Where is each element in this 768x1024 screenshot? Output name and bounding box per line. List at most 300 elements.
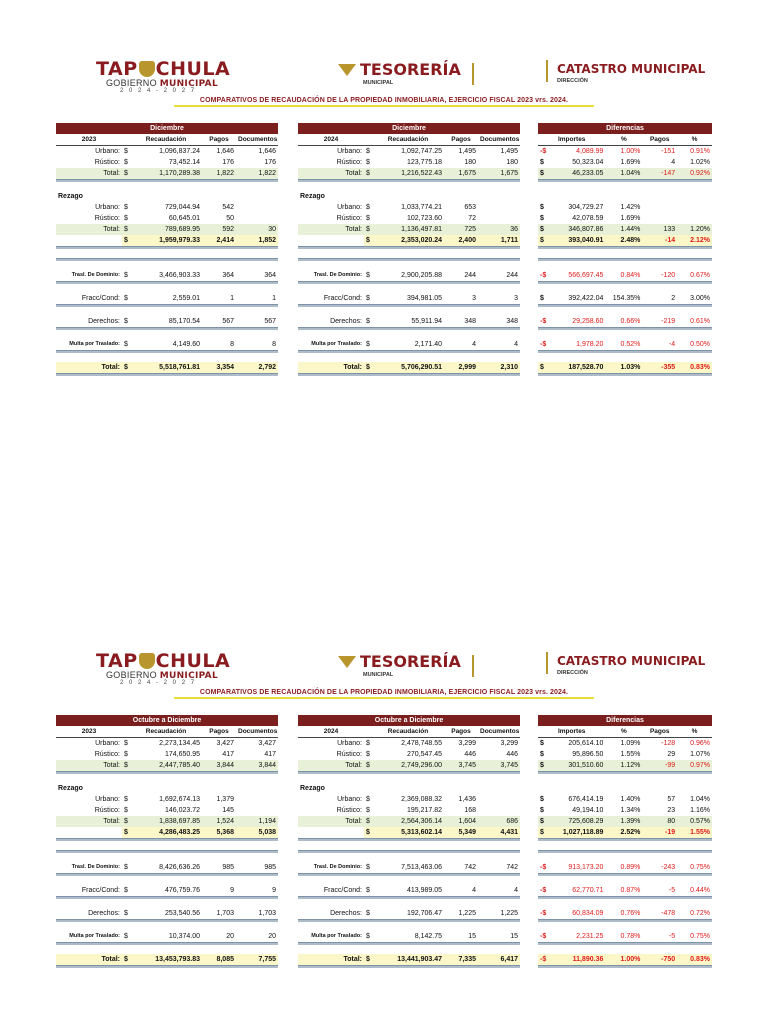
recaudacion-value: 2,749,296.00: [372, 760, 444, 772]
documentos-value: 5,038: [236, 827, 278, 839]
row-label: Rústico:: [94, 807, 120, 814]
currency-sign: $: [366, 341, 370, 348]
rezago-label: Rezago: [58, 193, 83, 200]
currency-sign: $: [366, 933, 370, 940]
row-label: Urbano:: [95, 204, 120, 211]
pagos-pct: 3.00%: [690, 295, 710, 302]
currency-sign: $: [366, 159, 370, 166]
documentos-value: 7,755: [236, 954, 278, 966]
col-importes: Importes: [538, 134, 605, 146]
diff-grand-total: [538, 235, 712, 247]
currency-sign: $: [364, 168, 372, 180]
recaudacion-value: 7,513,463.06: [401, 864, 442, 871]
diff-urbano: [538, 146, 712, 158]
row-grand-total: [298, 235, 520, 247]
row-grand-total: [56, 235, 278, 247]
row-label: Derechos:: [330, 318, 362, 325]
pagos-value: 1,703: [216, 910, 234, 917]
row-label: Total:: [56, 954, 122, 966]
recaudacion-value: 8,142.75: [414, 933, 442, 940]
importe-value: 62,770.71: [572, 887, 604, 894]
row-label: Total:: [56, 760, 122, 772]
documentos-value: 3: [514, 295, 519, 302]
pagos-value: 567: [222, 318, 234, 325]
col-pct-pagos: %: [677, 726, 712, 738]
documentos-value: 6,417: [478, 954, 520, 966]
row-label: Total:: [298, 760, 364, 772]
currency-sign: $: [538, 168, 549, 180]
col-pct: %: [605, 726, 642, 738]
importe-value: 49,194.10: [572, 807, 604, 814]
recaudacion-value: 2,171.40: [414, 341, 442, 348]
documentos-value: [478, 213, 520, 224]
pagos-value: 4: [472, 887, 476, 894]
currency-sign: $: [366, 295, 370, 302]
currency-sign: $: [364, 760, 372, 772]
row-final-total: [298, 362, 520, 374]
recaudacion-value: 102,723.60: [406, 215, 442, 222]
importe-pct: 0.66%: [620, 318, 641, 325]
currency-sign: $: [364, 827, 372, 839]
recaudacion-value: 5,313,602.14: [372, 827, 444, 839]
pagos-value: 4: [472, 341, 476, 348]
currency-sign: $: [538, 235, 549, 247]
importe-value: 4,089.99: [576, 148, 604, 155]
report-title: COMPARATIVOS DE RECAUDACIÓN DE LA PROPIEDAD INMOBILIARIA, EJERCICIO FISCAL 2023 vrs. 2024.: [0, 97, 768, 107]
pagos-pct: 1.07%: [690, 751, 710, 758]
documentos-value: 2,792: [236, 362, 278, 374]
row-label: Trasl. De Dominio:: [71, 864, 120, 870]
row-label: Trasl. De Dominio:: [313, 272, 362, 278]
row-label: Derechos:: [88, 910, 120, 917]
importe-value: 60,834.09: [572, 910, 604, 917]
currency-sign: $: [124, 887, 128, 894]
currency-sign: $: [538, 224, 549, 235]
recaudacion-value: 1,092,747.25: [401, 148, 442, 155]
row-label: Urbano:: [337, 204, 362, 211]
recaudacion-value: 394,981.05: [406, 295, 442, 302]
pagos-value: 1,822: [202, 168, 236, 180]
table-2024: [298, 123, 520, 376]
diff-multa: [538, 339, 712, 351]
documentos-value: 15: [510, 933, 519, 940]
pagos-pct: 0.75%: [690, 864, 710, 871]
row-label: Total:: [298, 954, 364, 966]
documentos-value: 1,703: [258, 910, 277, 917]
recaudacion-value: 60,645.01: [168, 215, 200, 222]
pagos-value: 1: [230, 295, 234, 302]
crest-icon: [139, 653, 155, 669]
col-documentos: Documentos: [236, 726, 278, 738]
diferencias-header: Diferencias: [538, 715, 712, 726]
pagos-value: 653: [464, 204, 476, 211]
row-final-total: [56, 362, 278, 374]
row-label: Trasl. De Dominio:: [71, 272, 120, 278]
period-header: Octubre a Diciembre: [56, 715, 278, 726]
pagos-value: 7,335: [444, 954, 478, 966]
row-label: Urbano:: [337, 148, 362, 155]
row-traslado: [56, 270, 278, 282]
recaudacion-value: 13,441,903.47: [372, 954, 444, 966]
recaudacion-value: 1,692,674.13: [159, 796, 200, 803]
documentos-value: 1,194: [236, 816, 278, 827]
documentos-value: 1,495: [500, 148, 519, 155]
pagos-value: 5,368: [202, 827, 236, 839]
documentos-value: 446: [506, 751, 519, 758]
table-2023: [56, 715, 278, 968]
recaudacion-value: 73,452.14: [168, 159, 200, 166]
recaudacion-value: 10,374.00: [168, 933, 200, 940]
diff-rezago-rustico: [538, 805, 712, 816]
pagos-diff: 2: [671, 295, 676, 302]
importe-value: 304,729.27: [568, 204, 604, 211]
diff-grand-total: [538, 827, 712, 839]
currency-sign: $: [122, 954, 130, 966]
row-rustico: [56, 749, 278, 760]
diff-fracc: [538, 293, 712, 305]
currency-sign: $: [366, 887, 370, 894]
row-fracc: [298, 293, 520, 305]
currency-sign: -$: [540, 864, 547, 871]
pagos-pct: 0.83%: [677, 362, 712, 374]
pagos-value: 176: [222, 159, 234, 166]
diff-rezago-total: [538, 816, 712, 827]
period-header: Diciembre: [56, 123, 278, 134]
currency-sign: $: [122, 224, 130, 235]
diff-multa: [538, 931, 712, 943]
currency-sign: $: [540, 204, 544, 211]
importe-pct: 1.00%: [620, 148, 641, 155]
currency-sign: $: [540, 159, 544, 166]
row-label: Total:: [298, 224, 364, 235]
recaudacion-value: 1,170,289.38: [130, 168, 202, 180]
currency-sign: $: [124, 807, 128, 814]
row-label: Fracc/Cond:: [323, 295, 362, 302]
pagos-value: 542: [222, 204, 234, 211]
currency-sign: -$: [540, 272, 547, 279]
currency-sign: -$: [540, 148, 547, 155]
row-rustico: [298, 157, 520, 168]
row-rezago-urbano: [56, 794, 278, 805]
diff-total: [538, 168, 712, 180]
row-multa: [56, 931, 278, 943]
currency-sign: $: [122, 168, 130, 180]
pagos-pct: 0.92%: [677, 168, 712, 180]
pagos-value: 15: [468, 933, 476, 940]
row-urbano: [298, 146, 520, 158]
currency-sign: $: [124, 910, 128, 917]
row-rezago-urbano: [298, 202, 520, 213]
diff-rustico: [538, 749, 712, 760]
documentos-value: 180: [506, 159, 519, 166]
row-label: Derechos:: [88, 318, 120, 325]
currency-sign: $: [538, 816, 549, 827]
col-pagos: Pagos: [202, 134, 236, 146]
col-pagos: Pagos: [444, 134, 478, 146]
pagos-pct: 0.44%: [690, 887, 710, 894]
row-rezago-urbano: [56, 202, 278, 213]
documentos-value: 1,675: [478, 168, 520, 180]
crest-icon: [139, 61, 155, 77]
importe-value: 676,414.19: [568, 796, 604, 803]
pagos-value: 1,675: [444, 168, 478, 180]
importe-value: 392,422.04: [568, 295, 604, 302]
pagos-diff: -19: [642, 827, 677, 839]
pagos-pct: 1.02%: [690, 159, 710, 166]
recaudacion-value: 2,369,088.32: [401, 796, 442, 803]
diff-rezago-urbano: [538, 202, 712, 213]
currency-sign: $: [364, 224, 372, 235]
pagos-diff: -151: [661, 148, 676, 155]
row-derechos: [298, 908, 520, 920]
row-total: [56, 168, 278, 180]
currency-sign: -$: [540, 341, 547, 348]
row-label: Rústico:: [336, 159, 362, 166]
recaudacion-value: 2,447,785.40: [130, 760, 202, 772]
row-total: [298, 760, 520, 772]
row-rezago-urbano: [298, 794, 520, 805]
pagos-value: 1,436: [458, 796, 476, 803]
recaudacion-value: 55,911.94: [411, 318, 442, 325]
pagos-value: 20: [226, 933, 234, 940]
pagos-pct: 0.50%: [690, 341, 710, 348]
currency-sign: $: [366, 864, 370, 871]
row-rezago-total: [298, 816, 520, 827]
currency-sign: $: [122, 235, 130, 247]
row-rezago-total: [56, 224, 278, 235]
currency-sign: $: [366, 148, 370, 155]
year-label: 2024: [298, 726, 364, 738]
pagos-diff: -147: [642, 168, 677, 180]
diff-derechos: [538, 908, 712, 920]
diff-traslado: [538, 862, 712, 874]
documentos-value: 742: [506, 864, 519, 871]
importe-pct: 2.48%: [605, 235, 642, 247]
row-rezago-total: [298, 224, 520, 235]
pagos-value: 50: [226, 215, 234, 222]
currency-sign: $: [366, 272, 370, 279]
recaudacion-value: 195,217.82: [406, 807, 442, 814]
currency-sign: $: [124, 751, 128, 758]
pagos-value: 2,414: [202, 235, 236, 247]
row-final-total: [56, 954, 278, 966]
importe-value: 11,890.36: [549, 954, 606, 966]
currency-sign: $: [540, 215, 544, 222]
pagos-value: 364: [222, 272, 234, 279]
pagos-diff: 23: [667, 807, 676, 814]
col-importes: Importes: [538, 726, 605, 738]
importe-value: 46,233.05: [549, 168, 606, 180]
recaudacion-value: 2,900,205.88: [401, 272, 442, 279]
diff-rezago-rustico: [538, 213, 712, 224]
documentos-value: 20: [268, 933, 277, 940]
row-label: Fracc/Cond:: [323, 887, 362, 894]
currency-sign: $: [124, 159, 128, 166]
year-label: 2024: [298, 134, 364, 146]
pagos-value: 3,844: [202, 760, 236, 772]
pagos-value: 72: [468, 215, 476, 222]
row-traslado: [298, 270, 520, 282]
pagos-value: 8: [230, 341, 234, 348]
row-label: Derechos:: [330, 910, 362, 917]
documentos-value: 3,427: [258, 740, 277, 747]
row-final-total: [298, 954, 520, 966]
recaudacion-value: 729,044.94: [164, 204, 200, 211]
importe-value: 1,978.20: [576, 341, 604, 348]
row-multa: [298, 339, 520, 351]
currency-sign: $: [366, 796, 370, 803]
pagos-value: 8,085: [202, 954, 236, 966]
diferencias-header: Diferencias: [538, 123, 712, 134]
documentos-value: 1,646: [258, 148, 277, 155]
pagos-value: 1,225: [458, 910, 476, 917]
currency-sign: $: [124, 204, 128, 211]
importe-pct: 0.52%: [620, 341, 641, 348]
tesoreria-logo: TESORERÍA MUNICIPAL: [338, 652, 478, 686]
row-urbano: [298, 738, 520, 750]
currency-sign: -$: [540, 318, 547, 325]
documentos-value: 3,299: [500, 740, 519, 747]
pagos-value: 446: [464, 751, 476, 758]
importe-pct: 1.55%: [620, 751, 641, 758]
recaudacion-value: 4,149.60: [172, 341, 200, 348]
row-label: Multa por Traslado:: [311, 933, 362, 939]
currency-sign: $: [364, 235, 372, 247]
pagos-diff: -355: [642, 362, 677, 374]
tapachula-logo: TAP CHULA GOBIERNO MUNICIPAL 2 0 2 4 - 2 0 2 7: [96, 650, 231, 686]
row-total: [56, 760, 278, 772]
pagos-pct: [677, 213, 712, 224]
table-diferencias: [538, 715, 712, 968]
documentos-value: 3,844: [236, 760, 278, 772]
pagos-diff: 80: [642, 816, 677, 827]
row-label: Total:: [298, 168, 364, 180]
pagos-value: 1,604: [444, 816, 478, 827]
pagos-diff: -128: [661, 740, 676, 747]
recaudacion-value: 146,023.72: [164, 807, 200, 814]
row-label: Total:: [56, 168, 122, 180]
pagos-pct: 1.55%: [677, 827, 712, 839]
catastro-logo: CATASTRO MUNICIPAL DIRECCIÓN: [546, 652, 716, 686]
importe-pct: 1.69%: [620, 159, 641, 166]
recaudacion-value: 2,559.01: [172, 295, 200, 302]
importe-value: 50,323.04: [572, 159, 604, 166]
importe-pct: 1.12%: [605, 760, 642, 772]
currency-sign: $: [124, 318, 128, 325]
row-rezago-rustico: [298, 805, 520, 816]
documentos-value: [236, 213, 278, 224]
row-rezago-total: [56, 816, 278, 827]
currency-sign: $: [540, 796, 544, 803]
diff-derechos: [538, 316, 712, 328]
importe-pct: 0.76%: [620, 910, 641, 917]
recaudacion-value: 2,564,306.14: [372, 816, 444, 827]
currency-sign: $: [366, 751, 370, 758]
recaudacion-value: 476,759.76: [164, 887, 200, 894]
importe-value: 29,258.60: [572, 318, 604, 325]
col-documentos: Documentos: [236, 134, 278, 146]
row-fracc: [56, 885, 278, 897]
row-derechos: [56, 908, 278, 920]
row-label: Fracc/Cond:: [81, 887, 120, 894]
importe-value: 1,027,118.89: [549, 827, 606, 839]
importe-pct: 1.39%: [605, 816, 642, 827]
rezago-label: Rezago: [300, 785, 325, 792]
importe-value: 42,078.59: [572, 215, 604, 222]
documentos-value: 686: [478, 816, 520, 827]
row-multa: [56, 339, 278, 351]
pagos-pct: 0.83%: [677, 954, 712, 966]
pagos-diff: -478: [661, 910, 676, 917]
diff-final-total: [538, 362, 712, 374]
row-label: Urbano:: [95, 740, 120, 747]
currency-sign: $: [124, 272, 128, 279]
col-recaudacion: Recaudación: [372, 134, 444, 146]
tapachula-logo: TAP CHULA GOBIERNO MUNICIPAL 2 0 2 4 - 2 0 2 7: [96, 58, 231, 94]
table-2023: [56, 123, 278, 376]
recaudacion-value: 789,689.95: [130, 224, 202, 235]
diff-total: [538, 760, 712, 772]
importe-pct: 1.69%: [620, 215, 641, 222]
recaudacion-value: 1,033,774.21: [401, 204, 442, 211]
pagos-diff: [642, 202, 677, 213]
year-label: 2023: [56, 134, 122, 146]
row-rezago-rustico: [298, 213, 520, 224]
diff-urbano: [538, 738, 712, 750]
pagos-pct: 0.67%: [690, 272, 710, 279]
row-label: Multa por Traslado:: [69, 341, 120, 347]
pagos-diff: 57: [667, 796, 676, 803]
table-2024: [298, 715, 520, 968]
documentos-value: 567: [264, 318, 277, 325]
currency-sign: $: [540, 295, 544, 302]
row-derechos: [56, 316, 278, 328]
col-pagos: Pagos: [202, 726, 236, 738]
currency-sign: $: [124, 215, 128, 222]
importe-pct: 154.35%: [612, 295, 641, 302]
pagos-value: 3,354: [202, 362, 236, 374]
pagos-diff: 4: [671, 159, 676, 166]
pagos-value: 348: [464, 318, 476, 325]
period-header: Diciembre: [298, 123, 520, 134]
rezago-label: Rezago: [300, 193, 325, 200]
row-label: Multa por Traslado:: [69, 933, 120, 939]
diff-rustico: [538, 157, 712, 168]
currency-sign: $: [540, 740, 544, 747]
currency-sign: -$: [538, 954, 549, 966]
currency-sign: $: [538, 362, 549, 374]
currency-sign: -$: [540, 910, 547, 917]
v-mark-icon: [338, 656, 356, 668]
pagos-value: 168: [464, 807, 476, 814]
pagos-value: 2,400: [444, 235, 478, 247]
pagos-pct: 2.12%: [677, 235, 712, 247]
pagos-pct: 0.97%: [677, 760, 712, 772]
diff-rezago-urbano: [538, 794, 712, 805]
importe-value: 346,807.86: [549, 224, 606, 235]
pagos-value: 742: [464, 864, 476, 871]
row-label: Total:: [56, 362, 122, 374]
importe-value: 913,173.20: [568, 864, 604, 871]
pagos-pct: [677, 202, 712, 213]
row-grand-total: [56, 827, 278, 839]
documentos-value: 1,225: [500, 910, 519, 917]
importe-value: 393,040.91: [549, 235, 606, 247]
recaudacion-value: 1,959,979.33: [130, 235, 202, 247]
currency-sign: $: [366, 740, 370, 747]
pagos-value: 180: [464, 159, 476, 166]
pagos-value: 3,299: [458, 740, 476, 747]
